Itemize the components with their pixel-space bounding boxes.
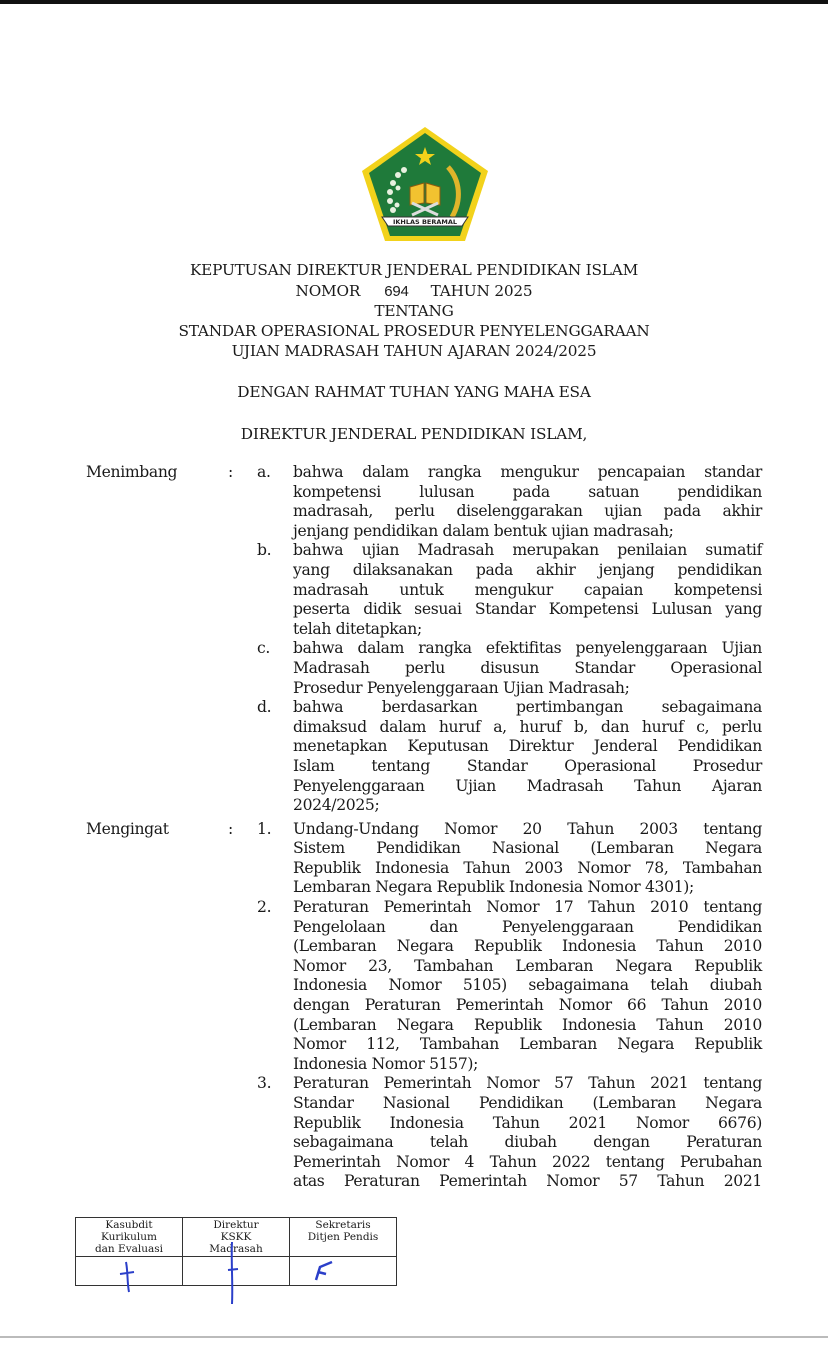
text-line: Republik Indonesia Tahun 2003 Nomor 78, Tambahan [293,858,762,877]
kemenag-logo [360,125,490,243]
text-line: Republik Indonesia Tahun 2021 Nomor 6676) [293,1113,762,1132]
list-item [86,541,766,639]
nomor-value: 694 [384,283,409,300]
paraf-header [290,1218,397,1257]
text-line: Sistem Pendidikan Nasional (Lembaran Negara [293,839,762,858]
paraf-header-line: KSKK [220,1231,252,1243]
text-line: peserta didik sesuai Standar Kompetensi Lulusan yang [293,600,762,619]
subject-line-2: UJIAN MADRASAH TAHUN AJARAN 2024/2025 [231,342,597,360]
text-line: telah ditetapkan; [293,619,422,638]
item-marker: b. [257,541,272,560]
tentang-heading: TENTANG [374,302,454,320]
text-line: Penyelenggaraan Ujian Madrasah Tahun Ajaran [293,776,762,795]
text-line: yang dilaksanakan pada akhir jenjang pendidikan [293,560,762,579]
text-line: Peraturan Pemerintah Nomor 17 Tahun 2010 tentang [293,898,762,917]
nomor-label: NOMOR [295,282,361,300]
paraf-header [183,1218,290,1257]
list-item [86,698,766,816]
official-heading: DIREKTUR JENDERAL PENDIDIKAN ISLAM, [240,425,588,443]
text-line: Indonesia Nomor 5105) sebagaimana telah diubah [293,976,762,995]
text-line: (Lembaran Negara Republik Indonesia Tahun 2010 [293,1015,762,1034]
item-marker: 2. [257,898,272,917]
text-line: dengan Peraturan Pemerintah Nomor 66 Tahun 2010 [293,996,762,1015]
bottom-border [0,1336,828,1338]
paraf-header-line: Madrasah [209,1243,263,1255]
list-item [86,639,766,698]
text-line: bahwa ujian Madrasah merupakan penilaian sumatif [293,541,762,560]
section-label: Mengingat [86,819,169,838]
item-marker: a. [257,463,271,481]
paraf-cell [290,1257,397,1286]
text-line: Prosedur Penyelenggaraan Ujian Madrasah; [293,678,630,697]
text-line: Nomor 23, Tambahan Lembaran Negara Republik [293,956,762,975]
paraf-header [76,1218,183,1257]
section-colon: : [228,819,233,838]
text-line: Indonesia Nomor 5157); [293,1054,479,1073]
text-line: Islam tentang Standar Operasional Prosedur [293,756,762,775]
text-line: Lembaran Negara Republik Indonesia Nomor 4301); [293,878,694,897]
top-border [0,0,828,4]
decree-number [0,281,828,303]
text-line: Madrasah perlu disusun Standar Operasional [293,658,762,677]
paraf-header-line: Sekretaris [315,1219,371,1231]
paraf-header-line: Kurikulum [101,1231,157,1243]
text-line: bahwa dalam rangka mengukur pencapaian standar [293,463,762,481]
text-line: madrasah, perlu diselenggarakan ujian pada akhir [293,502,762,521]
paraf-cell [76,1257,183,1286]
item-marker: 1. [257,819,272,838]
item-marker: 3. [257,1074,272,1093]
list-item [86,898,766,1074]
logo-ribbon-text: IKHLAS BERAMAL [392,218,458,226]
paraf-header-line: Direktur [213,1219,259,1231]
text-line: kompetensi lulusan pada satuan pendidikan [293,482,762,501]
text-line: Standar Nasional Pendidikan (Lembaran Negara [293,1094,762,1112]
item-marker: c. [257,639,270,658]
paraf-header-line: dan Evaluasi [94,1243,164,1255]
section-menimbang [86,463,766,816]
decree-body [86,463,766,1196]
decree-title: KEPUTUSAN DIREKTUR JENDERAL PENDIDIKAN ISLAM [189,261,639,279]
section-colon: : [228,463,233,481]
text-line: bahwa dalam rangka efektifitas penyelenggaraan Ujian [293,639,762,658]
section-mengingat [86,820,766,1192]
section-label: Menimbang [86,463,178,481]
text-line: (Lembaran Negara Republik Indonesia Tahun 2010 [293,937,762,956]
text-line: Peraturan Pemerintah Nomor 57 Tahun 2021 tentang [293,1074,762,1093]
list-item [86,820,766,898]
text-line: menetapkan Keputusan Direktur Jenderal Pendidikan [293,737,762,756]
paraf-header-line: Kasubdit [105,1219,153,1231]
rahmat-heading: DENGAN RAHMAT TUHAN YANG MAHA ESA [237,383,591,401]
subject-line-1: STANDAR OPERASIONAL PROSEDUR PENYELENGGARAAN [178,322,650,340]
text-line: bahwa berdasarkan pertimbangan sebagaimana [293,698,762,717]
text-line: Nomor 112, Tambahan Lembaran Negara Republik [293,1035,762,1054]
text-line: Pengelolaan dan Penyelenggaraan Pendidikan [293,917,762,936]
list-item [86,463,766,541]
text-line: jenjang pendidikan dalam bentuk ujian madrasah; [293,521,674,540]
text-line: dimaksud dalam huruf a, huruf b, dan huruf c, perlu [293,717,762,736]
text-line: Undang-Undang Nomor 20 Tahun 2003 tentang [293,819,762,838]
paraf-table [75,1217,397,1286]
text-line: sebagaimana telah diubah dengan Peraturan [293,1133,762,1152]
paraf-header-line: Ditjen Pendis [307,1231,379,1243]
text-line: 2024/2025; [293,796,380,815]
text-line: atas Peraturan Pemerintah Nomor 57 Tahun 2021 [293,1172,762,1191]
text-line: Pemerintah Nomor 4 Tahun 2022 tentang Perubahan [293,1152,762,1171]
item-marker: d. [257,698,272,717]
list-item [86,1074,766,1192]
paraf-cell [183,1257,290,1286]
text-line: madrasah untuk mengukur capaian kompetensi [293,580,762,599]
tahun-label: TAHUN 2025 [430,282,533,300]
